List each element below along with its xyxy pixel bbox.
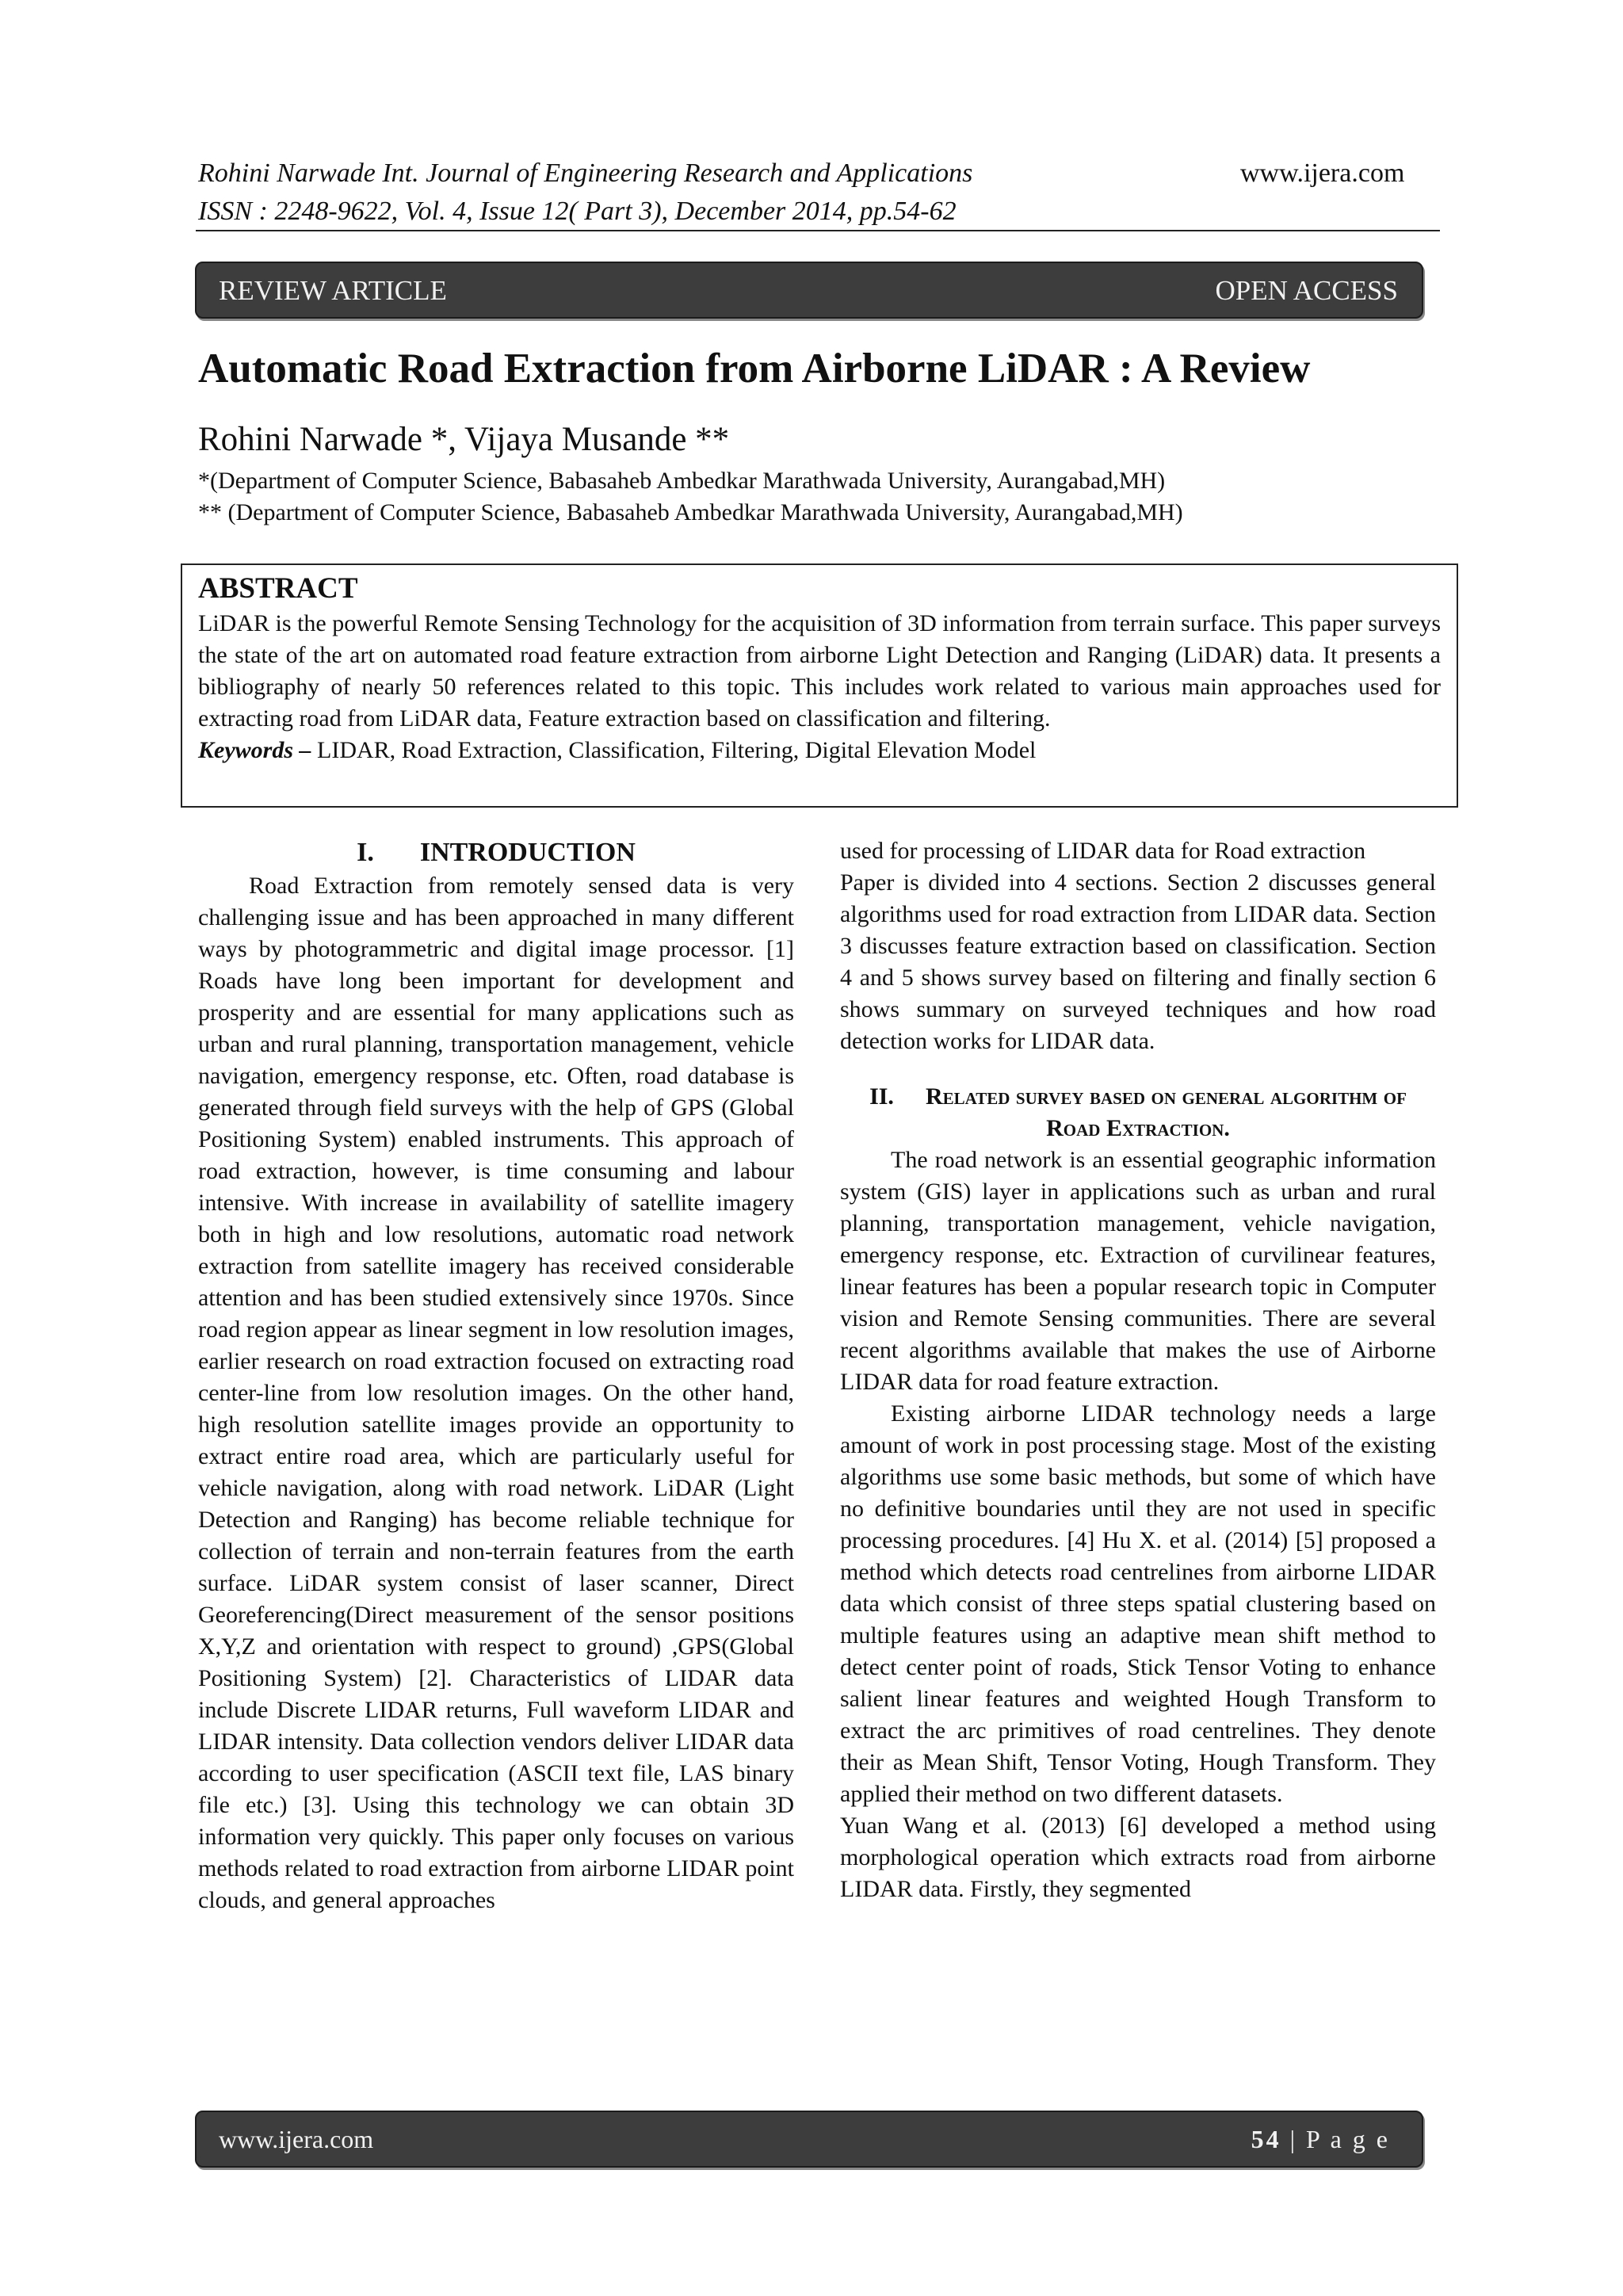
intro-continuation: used for processing of LIDAR data for Road extraction xyxy=(840,838,1366,864)
review-article-label: REVIEW ARTICLE xyxy=(219,275,447,306)
section-2-number: II. xyxy=(869,1083,894,1110)
section-1-heading xyxy=(198,835,794,870)
page-footer xyxy=(195,2111,1423,2168)
section-2-paragraph-3: Yuan Wang et al. (2013) [6] developed a method using morphological operation which extracts road from airborne LIDAR data. Firstly, they segmented xyxy=(840,1813,1436,1902)
affiliation-2: ** (Department of Computer Science, Babasaheb Ambedkar Marathwada University, Aurangabad,MH) xyxy=(198,499,1183,525)
footer-website-link[interactable]: www.ijera.com xyxy=(219,2125,374,2153)
section-2-paragraph-2: Existing airborne LIDAR technology needs a large amount of work in post processing stage. Most of the existing algorithms use some basic methods, but some of which have no definitive boundaries until they are not used in specific processing procedures. [4] Hu X. et al. (2014) [5] proposed a method which detects road centrelines from airborne LIDAR data which consist of three steps spatial clustering based on multiple features using an adaptive mean shift method to detect center point of roads, Stick Tensor Voting to enhance salient linear features and weighted Hough Transform to extract the arc primitives of road centrelines. They denote their as Mean Shift, Tensor Voting, Hough Transform. They applied their method on two different datasets. xyxy=(840,1400,1436,1807)
section-2-heading xyxy=(840,1081,1436,1144)
journal-line: Rohini Narwade Int. Journal of Engineering Research and Applications xyxy=(198,159,973,188)
page-suffix: | P a g e xyxy=(1281,2125,1390,2153)
abstract-heading: ABSTRACT xyxy=(198,572,358,605)
affiliation-1: *(Department of Computer Science, Babasaheb Ambedkar Marathwada University, Aurangabad,MH) xyxy=(198,468,1166,494)
paper-title: Automatic Road Extraction from Airborne LiDAR : A Review xyxy=(198,346,1311,392)
page-number: 54 xyxy=(1251,2125,1281,2153)
header-website-link[interactable]: www.ijera.com xyxy=(1240,159,1405,188)
section-2-paragraph-1: The road network is an essential geographic information system (GIS) layer in applications such as urban and rural planning, transportation management, vehicle navigation, emergency response, etc. Extraction of curvilinear features, linear features has been a popular research topic in Computer vision and Remote Sensing communities. There are several recent algorithms available that makes the use of Airborne LIDAR data for road feature extraction. xyxy=(840,1147,1436,1395)
issn-line: ISSN : 2248-9622, Vol. 4, Issue 12( Part 3), December 2014, pp.54-62 xyxy=(198,197,957,226)
affiliations xyxy=(198,465,1183,529)
section-1-number: I. xyxy=(357,838,374,867)
paper-outline-paragraph: Paper is divided into 4 sections. Section 2 discusses general algorithms used for road extraction from LIDAR data. Section 3 discusses feature extraction based on classification. Section 4 and 5 shows survey based on filtering and finally section 6 shows summary on surveyed techniques and how road detection works for LIDAR data. xyxy=(840,869,1436,1054)
section-1-title: INTRODUCTION xyxy=(419,838,636,867)
keywords-label: Keywords – xyxy=(198,737,311,763)
abstract-box xyxy=(181,563,1458,808)
page-indicator xyxy=(1251,2125,1390,2154)
article-type-banner xyxy=(195,262,1423,319)
abstract-text: LiDAR is the powerful Remote Sensing Technology for the acquisition of 3D information from terrain surface. This paper surveys the state of the art on automated road feature extraction from airborne Light Detection and Ranging (LiDAR) data. It presents a bibliography of nearly 50 references related to this topic. This includes work related to various main approaches used for extracting road from LiDAR data, Feature extraction based on classification and filtering. xyxy=(198,610,1441,732)
introduction-paragraph: Road Extraction from remotely sensed data is very challenging issue and has been approached in many different ways by photogrammetric and digital image processor. [1] Roads have long been important for development and prosperity and are essential for many applications such as urban and rural planning, transportation management, vehicle navigation, emergency response, etc. Often, road database is generated through field surveys with the help of GPS (Global Positioning System) enabled instruments. This approach of road extraction, however, is time consuming and labour intensive. With increase in availability of satellite imagery both in high and low resolutions, automatic road network extraction from satellite imagery has received considerable attention and has been studied extensively since 1970s. Since road region appear as linear segment in low resolution images, earlier research on road extraction focused on extracting road center-line from low resolution images. On the other hand, high resolution satellite images provide an opportunity to extract entire road area, which are particularly useful for vehicle navigation, along with road network. LiDAR (Light Detection and Ranging) has become reliable technique for collection of terrain and non-terrain features from the earth surface. LiDAR system consist of laser scanner, Direct Georeferencing(Direct measurement of the sensor positions X,Y,Z and orientation with respect to ground) ,GPS(Global Positioning System) [2]. Characteristics of LIDAR data include Discrete LIDAR returns, Full waveform LIDAR and LIDAR intensity. Data collection vendors deliver LIDAR data according to user specification (ASCII text file, LAS binary file etc.) [3]. Using this technology we can obtain 3D information very quickly. This paper only focuses on various methods related to road extraction from airborne LIDAR point clouds, and general approaches xyxy=(198,873,794,1913)
right-column xyxy=(840,835,1436,1905)
section-2-title: Related survey based on general algorithm of Road Extraction. xyxy=(925,1083,1407,1141)
author-list: Rohini Narwade *, Vijaya Musande ** xyxy=(198,421,730,458)
left-column xyxy=(198,835,794,1916)
keywords-line xyxy=(198,735,1441,766)
running-header xyxy=(198,155,972,231)
keywords-text: LIDAR, Road Extraction, Classification, Filtering, Digital Elevation Model xyxy=(311,737,1037,763)
open-access-label: OPEN ACCESS xyxy=(1215,275,1398,306)
header-divider xyxy=(196,230,1440,231)
